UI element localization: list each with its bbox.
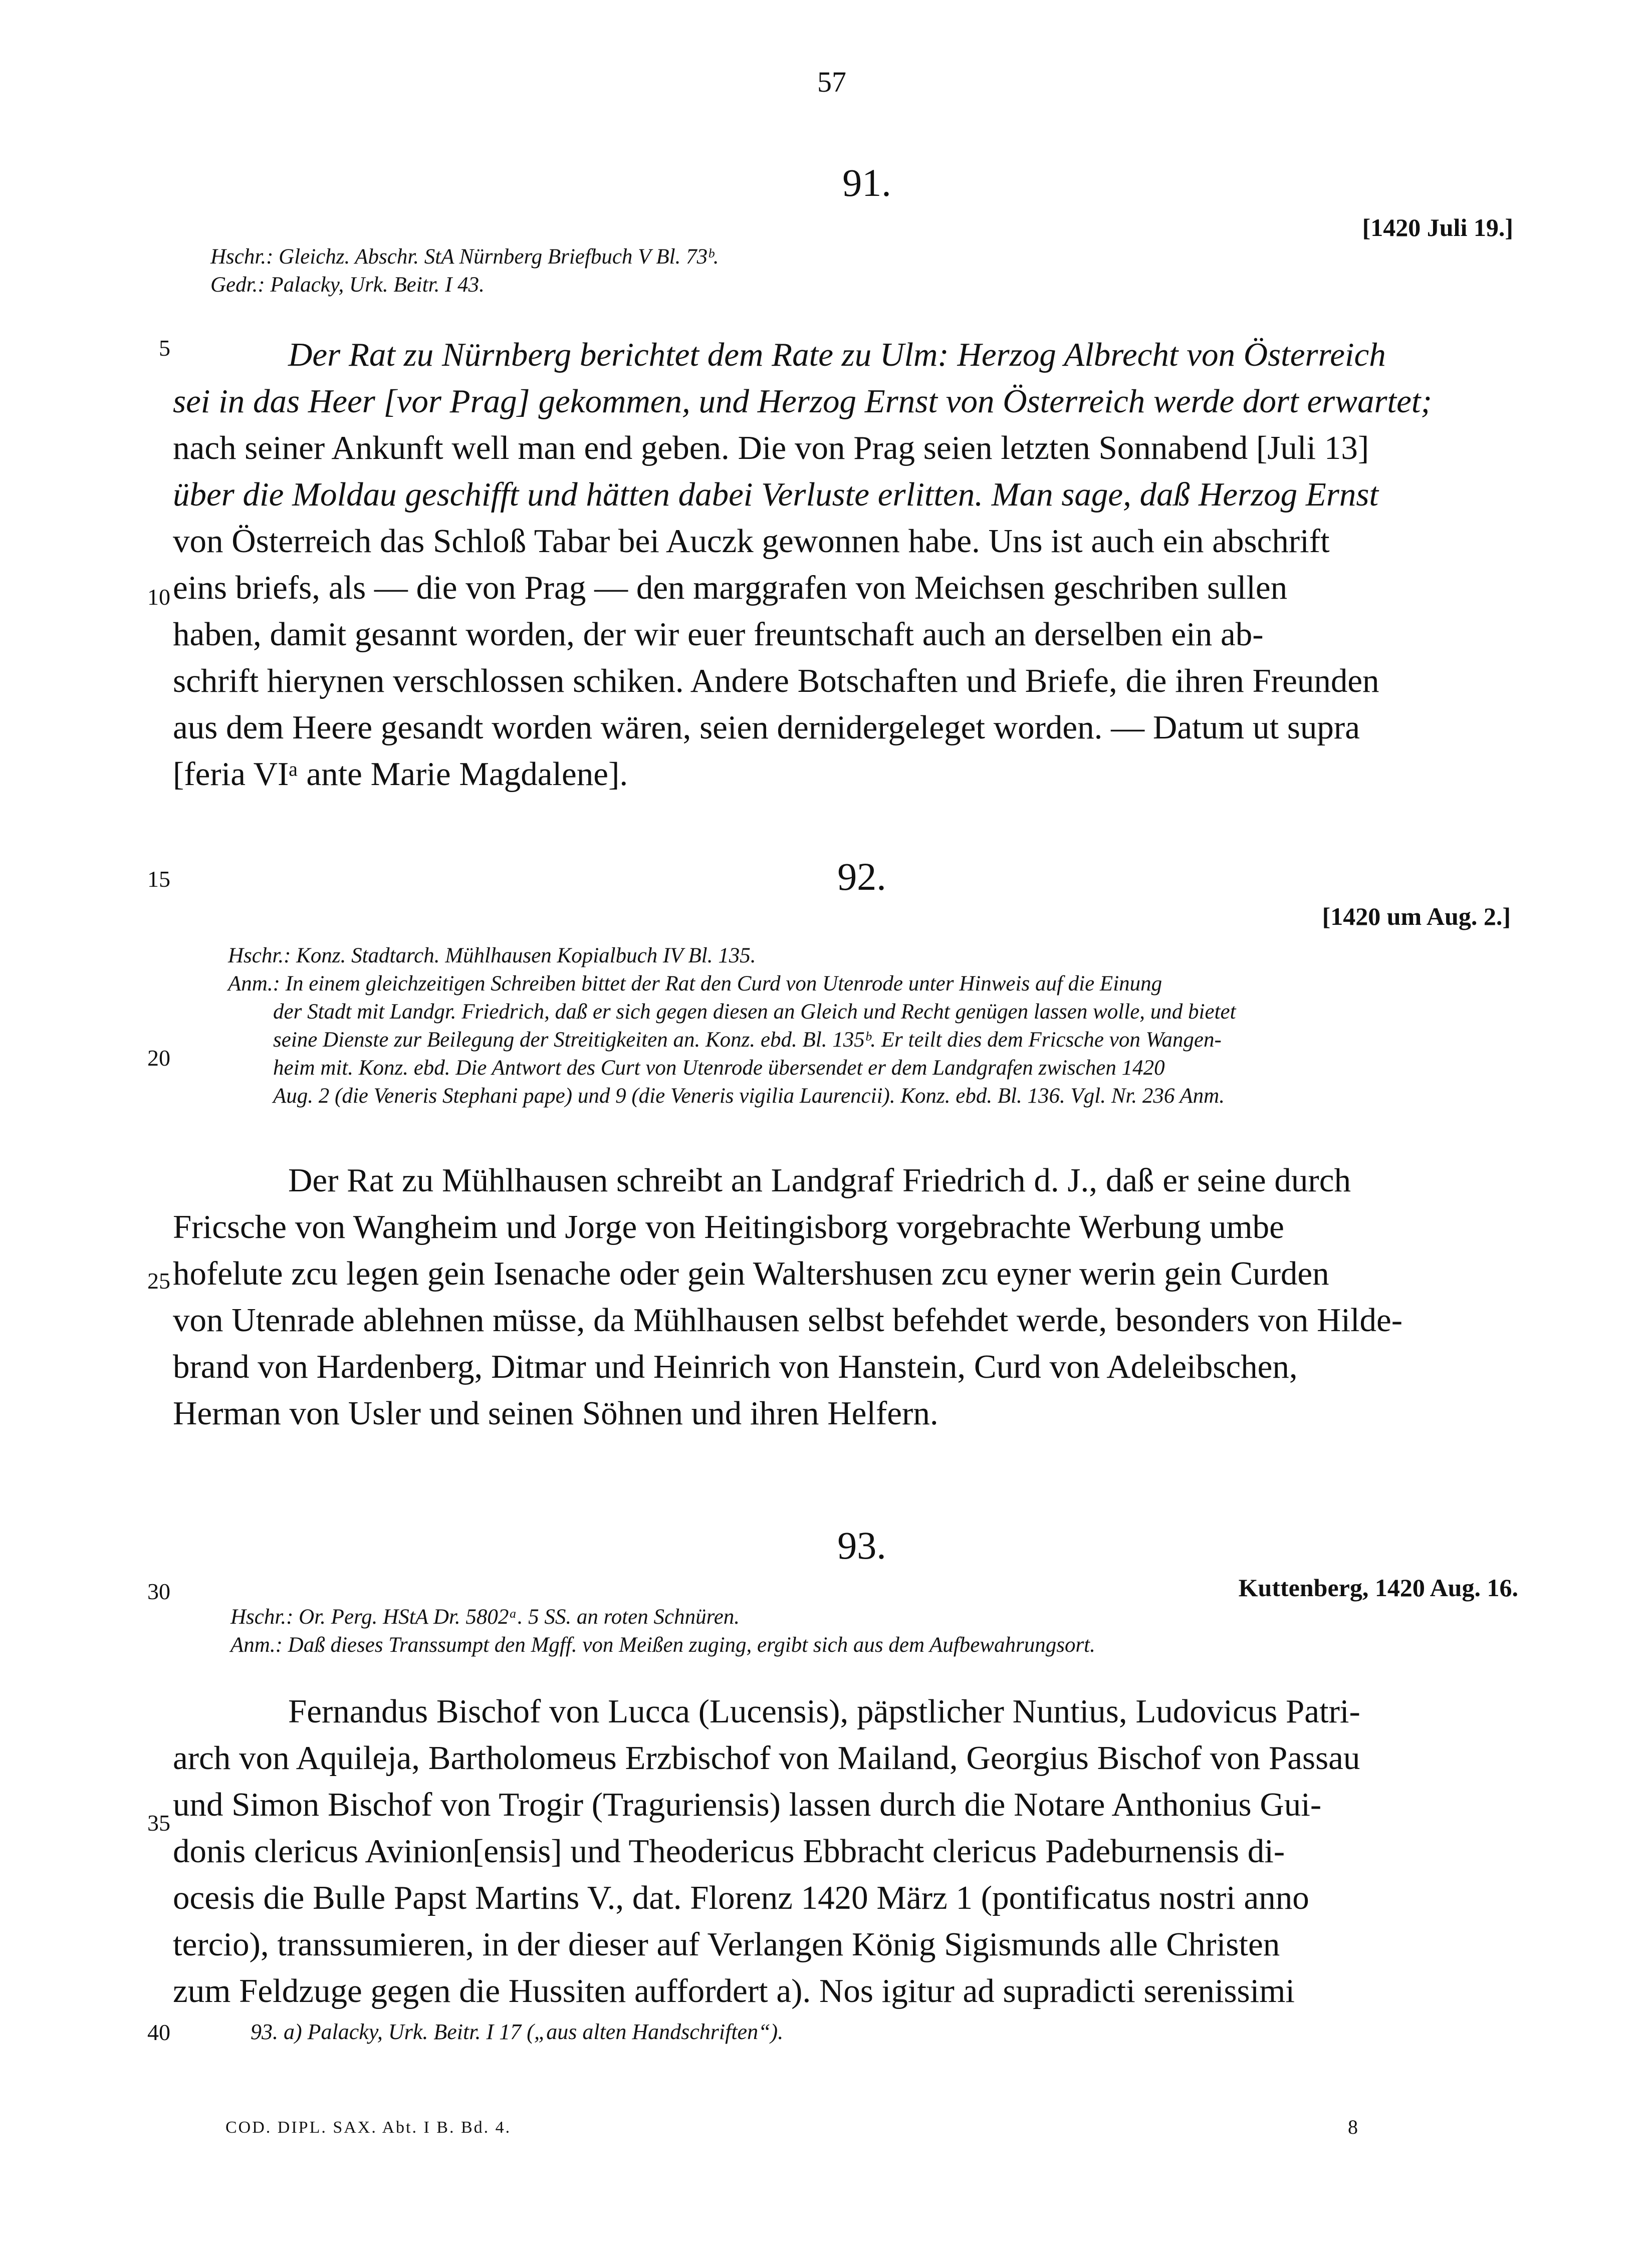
meta-line: heim mit. Konz. ebd. Die Antwort des Curt von Utenrode übersendet er dem Landgrafen zwischen 1420 xyxy=(273,1056,1165,1080)
body-line: donis clericus Avinion[ensis] und Theodericus Ebbracht clericus Padeburnensis di- xyxy=(173,1833,1285,1870)
body-line: Der Rat zu Nürnberg berichtet dem Rate zu Ulm: Herzog Albrecht von Österreich xyxy=(288,336,1386,373)
body-line: nach seiner Ankunft well man end geben. Die von Prag seien letzten Sonnabend [Juli 13] xyxy=(173,429,1369,466)
line-number: 25 xyxy=(147,1268,170,1294)
body-line: ocesis die Bulle Papst Martins V., dat. Florenz 1420 März 1 (pontificatus nostri anno xyxy=(173,1879,1309,1916)
body-line: brand von Hardenberg, Ditmar und Heinrich von Hanstein, Curd von Adeleibschen, xyxy=(173,1348,1298,1385)
entry-number: 93. xyxy=(837,1524,886,1567)
entry-date: [1420 um Aug. 2.] xyxy=(1322,902,1511,930)
entry-number: 92. xyxy=(837,855,886,898)
entry-meta xyxy=(210,243,719,299)
line-number: 35 xyxy=(147,1810,170,1836)
body-line: hofelute zcu legen gein Isenache oder gein Waltershusen zcu eyner werin gein Curden xyxy=(173,1255,1329,1292)
body-line: von Österreich das Schloß Tabar bei Auczk gewonnen habe. Uns ist auch ein abschrift xyxy=(173,523,1330,560)
line-number: 15 xyxy=(147,866,170,892)
meta-line: der Stadt mit Landgr. Friedrich, daß er sich gegen diesen an Gleich und Recht genügen lassen wolle, und bietet xyxy=(273,1000,1236,1024)
entry-meta xyxy=(230,1603,1095,1659)
body-line: schrift hierynen verschlossen schiken. Andere Botschaften und Briefe, die ihren Freunden xyxy=(173,662,1379,699)
page-number: 57 xyxy=(817,66,846,98)
volume-signature: COD. DIPL. SAX. Abt. I B. Bd. 4. xyxy=(225,2118,512,2137)
meta-line: Hschr.: Konz. Stadtarch. Mühlhausen Kopialbuch IV Bl. 135. xyxy=(228,944,756,967)
meta-line: Gedr.: Palacky, Urk. Beitr. I 43. xyxy=(210,273,485,297)
body-line: tercio), transsumieren, in der dieser auf Verlangen König Sigismunds alle Christen xyxy=(173,1926,1280,1963)
meta-line: seine Dienste zur Beilegung der Streitigkeiten an. Konz. ebd. Bl. 135ᵇ. Er teilt dies dem Fricsche von Wangen- xyxy=(273,1028,1222,1052)
body-line: über die Moldau geschifft und hätten dabei Verluste erlitten. Man sage, daß Herzog Ernst xyxy=(173,476,1379,513)
body-line: zum Feldzuge gegen die Hussiten auffordert a). Nos igitur ad supradicti serenissimi xyxy=(173,1972,1295,2009)
body-line: von Utenrade ablehnen müsse, da Mühlhausen selbst befehdet werde, besonders von Hilde- xyxy=(173,1302,1403,1339)
line-number: 30 xyxy=(147,1579,170,1604)
body-line: aus dem Heere gesandt worden wären, seien dernidergeleget worden. — Datum ut supra xyxy=(173,709,1360,746)
body-line: arch von Aquileja, Bartholomeus Erzbischof von Mailand, Georgius Bischof von Passau xyxy=(173,1739,1360,1777)
meta-line: Anm.: Daß dieses Transsumpt den Mgff. von Meißen zuging, ergibt sich aus dem Aufbewahrungsort. xyxy=(230,1633,1095,1657)
body-line: Fricsche von Wangheim und Jorge von Heitingisborg vorgebrachte Werbung umbe xyxy=(173,1208,1284,1245)
sheet-number: 8 xyxy=(1348,2116,1358,2138)
entry-date: Kuttenberg, 1420 Aug. 16. xyxy=(1238,1574,1518,1602)
entry-date: [1420 Juli 19.] xyxy=(1362,213,1513,241)
line-number: 20 xyxy=(147,1045,170,1071)
entry-meta xyxy=(228,942,1236,1110)
body-line: sei in das Heer [vor Prag] gekommen, und Herzog Ernst von Österreich werde dort erwartet; xyxy=(173,383,1432,420)
entry-body xyxy=(173,332,1511,798)
body-line: Der Rat zu Mühlhausen schreibt an Landgraf Friedrich d. J., daß er seine durch xyxy=(288,1162,1351,1199)
line-number: 5 xyxy=(159,335,170,361)
footnote: 93. a) Palacky, Urk. Beitr. I 17 („aus alten Handschriften“). xyxy=(251,2020,784,2044)
line-number: 40 xyxy=(147,2020,170,2045)
body-line: und Simon Bischof von Trogir (Traguriensis) lassen durch die Notare Anthonius Gui- xyxy=(173,1786,1322,1823)
body-line: Fernandus Bischof von Lucca (Lucensis), päpstlicher Nuntius, Ludovicus Patri- xyxy=(288,1693,1360,1730)
meta-line: Hschr.: Gleichz. Abschr. StA Nürnberg Briefbuch V Bl. 73ᵇ. xyxy=(210,245,719,269)
body-line: Herman von Usler und seinen Söhnen und ihren Helfern. xyxy=(173,1395,938,1432)
entry-body xyxy=(173,1157,1511,1437)
body-line: [feria VIᵃ ante Marie Magdalene]. xyxy=(173,755,628,793)
meta-line: Aug. 2 (die Veneris Stephani pape) und 9 (die Veneris vigilia Laurencii). Konz. ebd. Bl. 136. Vgl. Nr. 236 Anm. xyxy=(273,1084,1225,1108)
meta-line: Hschr.: Or. Perg. HStA Dr. 5802ᵃ. 5 SS. an roten Schnüren. xyxy=(230,1605,740,1629)
line-number: 10 xyxy=(147,584,170,610)
entry-number: 91. xyxy=(842,161,891,204)
entry-body xyxy=(173,1688,1511,2014)
meta-line: Anm.: In einem gleichzeitigen Schreiben bittet der Rat den Curd von Utenrode unter Hinweis auf die Einung xyxy=(228,972,1162,995)
body-line: haben, damit gesannt worden, der wir euer freuntschaft auch an derselben ein ab- xyxy=(173,616,1264,653)
body-line: eins briefs, als — die von Prag — den marggrafen von Meichsen geschriben sullen xyxy=(173,569,1288,606)
